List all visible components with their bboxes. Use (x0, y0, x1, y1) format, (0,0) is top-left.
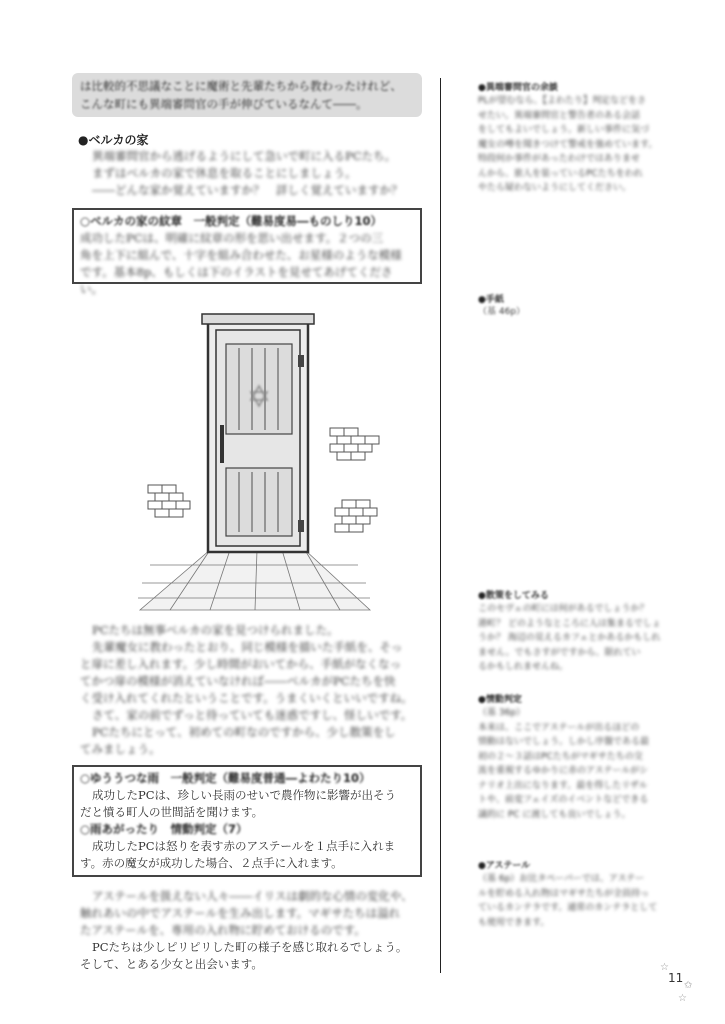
text-line: 成功したPCは、珍しい長雨のせいで農作物に影響が出そう (92, 788, 397, 802)
box-title: ○ゆううつな雨 一般判定（難易度普通―よわたり10） (80, 771, 371, 785)
text-line: 異端審問官から逃げるようにして急いで町に入るPCたち。 (92, 149, 397, 163)
text-line: アステールを扱えない人々――イリスは劇的な心情の変化や、 (92, 889, 413, 903)
text-line: く受け入れてくれたということです。うまくいくといいですね。 (80, 691, 413, 705)
floor-tiles (138, 550, 370, 610)
text-line: ルを貯める入れ物はマギサたちが全員持っ (478, 888, 650, 899)
door-hinge-bottom (298, 520, 304, 532)
door-handle (220, 425, 224, 463)
text-line: （基 6p）お比タペーパーでは、アステー (478, 874, 645, 884)
text-line: ているカンテラです。通常のカンテラとして (478, 903, 658, 913)
brick-patch-right-bottom (335, 500, 377, 532)
text-line: 初の２～３話はPCたちがマギサたちの交 (478, 751, 643, 762)
text-line: そして、とある少女と出会います。 (80, 957, 263, 971)
sidebar-note-heading: ●散策をしてみる (478, 591, 549, 601)
text-line: 成功したPCは怒りを表す赤のアステールを１点手に入れま (92, 839, 396, 853)
text-line: てみましょう。 (80, 742, 161, 756)
text-line: 特段何か事件があったわけではありませ (478, 154, 640, 164)
section-heading-berka: ●ベルカの家 (78, 133, 149, 147)
text-line: 触れあいの中でアステールを生み出します。マギサたちは溢れ (80, 906, 401, 920)
text-line: 先輩魔女に教わったとおり、同じ模様を描いた手紙を、そっ (92, 640, 403, 654)
door-hinge-top (298, 355, 304, 367)
page-number: 11 (668, 971, 684, 985)
text-line: す。赤の魔女が成功した場合、２点手に入れます。 (80, 856, 343, 870)
box-title: ○ベルカの家の紋章 一般判定（難易度易―ものしり10） (80, 214, 383, 228)
text-line: PLが望むなら、【よわたり】判定などをさ (478, 96, 646, 106)
intro-line: こんな町にも異端審問官の手が伸びているなんて――。 (80, 97, 368, 111)
box-body (80, 838, 414, 872)
sidebar-note-text (478, 872, 678, 930)
door-lower-panel (226, 468, 292, 536)
text-line: 本来は、ここでアステールが出るほどの (478, 722, 640, 733)
text-line: だと憤る町人の世間話を聞けます。 (80, 805, 264, 819)
text-line: 魔女の噂を聞きつけて警戒を強めています。 (478, 139, 658, 150)
text-line: ナリオ上出になります。最を得したリザル (478, 780, 648, 791)
sidebar-note-heading: ●アステール (478, 861, 531, 871)
box-door-emblem (72, 208, 422, 296)
text-line: やたら疑わないようにしてください。 (478, 183, 632, 193)
sidebar-note-heading: ●手紙 (478, 295, 504, 305)
sidebar-note-text (478, 94, 678, 196)
main-narrative (80, 622, 425, 758)
text-line: トや、前変フェイズのイベントなどできる (478, 795, 649, 805)
sidebar-note-text (478, 602, 678, 675)
text-line: PCたちにとって、初めての町なのですから、少し散策をし (92, 725, 396, 739)
text-line: 成功したPCは、明確に紋章の形を思い出せます。２つの三 (80, 231, 384, 245)
text-line: です。基本8p、もしくは下のイラストを見せてあげてください。 (80, 265, 393, 296)
sidebar-note-text (478, 305, 678, 320)
text-line: まずはベルカの家で休息を取ることにしましょう。 (92, 166, 357, 180)
star-decoration-icon: ✩ (684, 980, 693, 991)
box-body (80, 787, 414, 821)
brick-patch-left (148, 485, 190, 517)
text-line: さて、家の前でずっと待っていても迷惑ですし、怪しいです。 (92, 708, 413, 722)
text-line: 港町？ どのようなところに人は集まるでしょ (478, 618, 661, 629)
door-upper-panel (226, 344, 292, 434)
door-lintel (202, 314, 314, 324)
text-line: と扉に差し入れます。少し時間がおいてから、手紙がなくなっ (80, 657, 402, 671)
text-line: も使用できます。 (478, 917, 550, 928)
sidebar-note-text (478, 706, 678, 822)
closing-narrative (80, 888, 425, 973)
text-line: 情動はないでしょう。しかし序盤である最 (478, 737, 650, 747)
text-line: （基 46p） (478, 307, 526, 317)
text-line: うか？ 海辺の見えるカフェとかあるかもしれ (478, 633, 661, 643)
intro-box (72, 73, 422, 117)
text-line: 流を重視するゆかりに赤のアステールがシ (478, 766, 649, 776)
door-illustration (130, 300, 420, 615)
box-rain-checks (72, 765, 422, 877)
column-divider (440, 78, 441, 973)
text-line: てかつ扉の模様が消えていなければ――ベルカがPCたちを快 (80, 674, 396, 688)
box-title: ○雨あがったり 情動判定（7） (80, 822, 248, 836)
intro-line: は比較的不思議なことに魔術と先輩たちから教わったけれど、 (80, 79, 402, 93)
text-line: 角を上下に組んで、十字を組み合わせた、お星様のような模様 (80, 248, 402, 262)
text-line: んから、旅人を装っているPCたちをわれ (478, 168, 643, 179)
text-line: 議的に PC に渡しても良いでしょう。 (478, 809, 631, 820)
sidebar-note-heading: ●異端審問官の余談 (478, 83, 558, 93)
text-line: たアステールを、専用の入れ物に貯めておけるのです。 (80, 923, 366, 937)
text-line: このセヴェの町には何があるでしょうか？ (478, 604, 649, 614)
text-line: ません。でもさすがですから、限れてい (478, 647, 641, 658)
section-berka-text (92, 148, 422, 199)
sidebar-note-heading: ●情動判定 (478, 695, 522, 705)
text-line: （基 36p） (478, 708, 526, 718)
text-line: せたい。異端審問官と警告者のある会話 (478, 110, 641, 121)
text-line: PCたちは少しピリピリした町の様子を感じ取れるでしょう。 (92, 940, 408, 954)
text-line: PCたちは無事ベルカの家を見つけられました。 (92, 623, 339, 637)
star-decoration-icon: ☆ (678, 993, 687, 1004)
brick-patch-right-top (330, 428, 379, 460)
star-decoration-icon: ☆ (660, 962, 669, 973)
text-line: をしてもよいでしょう。新しい事件に気づ (478, 125, 650, 135)
box-body (80, 230, 414, 298)
text-line: るかもしれませんね。 (478, 662, 569, 672)
text-line: ――どんな家か覚えていますか？ 詳しく覚えていますか？ (92, 183, 403, 197)
